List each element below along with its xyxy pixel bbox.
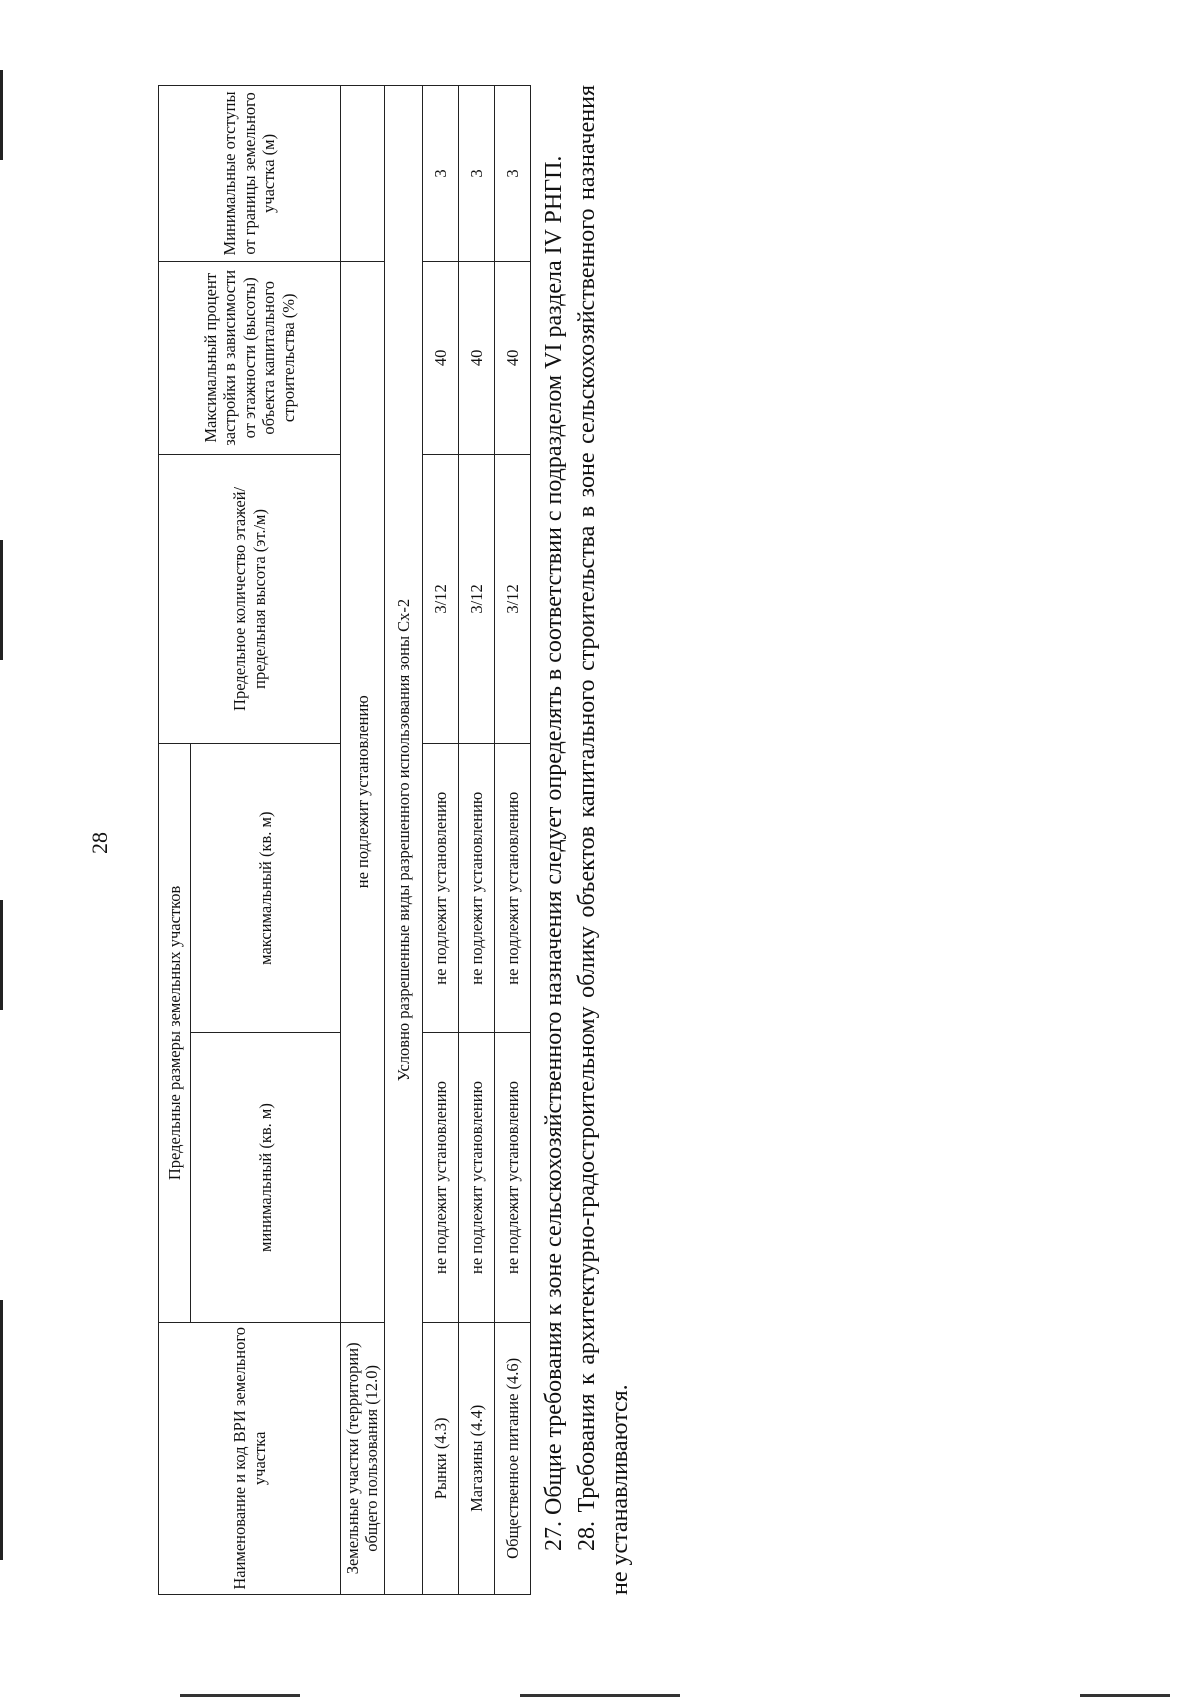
scan-bottom-marks [0, 1687, 1200, 1697]
table-row [422, 86, 458, 1595]
section-header-row [384, 86, 422, 1595]
table-row [458, 86, 494, 1595]
row-max-build-percent: 40 [494, 261, 530, 454]
row-min-setback: 3 [422, 86, 458, 262]
row-name: Земельные участки (территории) общего пользования (12.0) [341, 1322, 385, 1594]
header-floors-height: Предельное количество этажей/предельная высота (эт./м) [159, 454, 341, 743]
row-floors-height: 3/12 [494, 454, 530, 743]
row-min-area: не подлежит установлению [494, 1033, 530, 1322]
table-row-common-use [341, 86, 385, 1595]
header-min-area: минимальный (кв. м) [191, 1033, 341, 1322]
conditional-section-title: Условно разрешенные виды разрешенного использования зоны Сх-2 [384, 86, 422, 1595]
row-name: Магазины (4.4) [458, 1322, 494, 1594]
row-min-setback: 3 [458, 86, 494, 262]
paragraph-27: 27. Общие требования к зоне сельскохозяйственного назначения следует определять в соответствии с подразделом VI раздела IV РНГП. [541, 155, 567, 1551]
scan-edge-marks [0, 0, 4, 1697]
row-max-build-percent: 40 [422, 261, 458, 454]
header-max-area: максимальный (кв. м) [191, 744, 341, 1033]
row-min-area: не подлежит установлению [458, 1033, 494, 1322]
header-plot-sizes: Предельные размеры земельных участков [159, 744, 191, 1323]
rotated-page [150, 85, 710, 1595]
table-row [494, 86, 530, 1595]
body-text [538, 85, 637, 1595]
row-min-area: не подлежит установлению [422, 1033, 458, 1322]
row-empty-cell [341, 86, 385, 262]
page-number: 28 [87, 832, 112, 854]
header-min-setback: Минимальные отступы от границы земельного участка (м) [159, 86, 341, 262]
row-max-area: не подлежит установлению [422, 744, 458, 1033]
row-max-area: не подлежит установлению [458, 744, 494, 1033]
row-value: не подлежит установлению [341, 261, 385, 1322]
row-min-setback: 3 [494, 86, 530, 262]
row-name: Общественное питание (4.6) [494, 1322, 530, 1594]
row-max-build-percent: 40 [458, 261, 494, 454]
row-max-area: не подлежит установлению [494, 744, 530, 1033]
header-max-build-percent: Максимальный процент застройки в зависимости от этажности (высоты) объекта капитального строительства (%) [159, 261, 341, 454]
land-use-parameters-table [158, 85, 531, 1595]
header-name-code: Наименование и код ВРИ земельного участка [159, 1322, 341, 1594]
row-floors-height: 3/12 [422, 454, 458, 743]
row-name: Рынки (4.3) [422, 1322, 458, 1594]
paragraph-28: 28. Требования к архитектурно-градостроительному облику объектов капитального строительства в зоне сельскохозяйственного назначения не устанавливаются. [574, 85, 633, 1595]
row-floors-height: 3/12 [458, 454, 494, 743]
